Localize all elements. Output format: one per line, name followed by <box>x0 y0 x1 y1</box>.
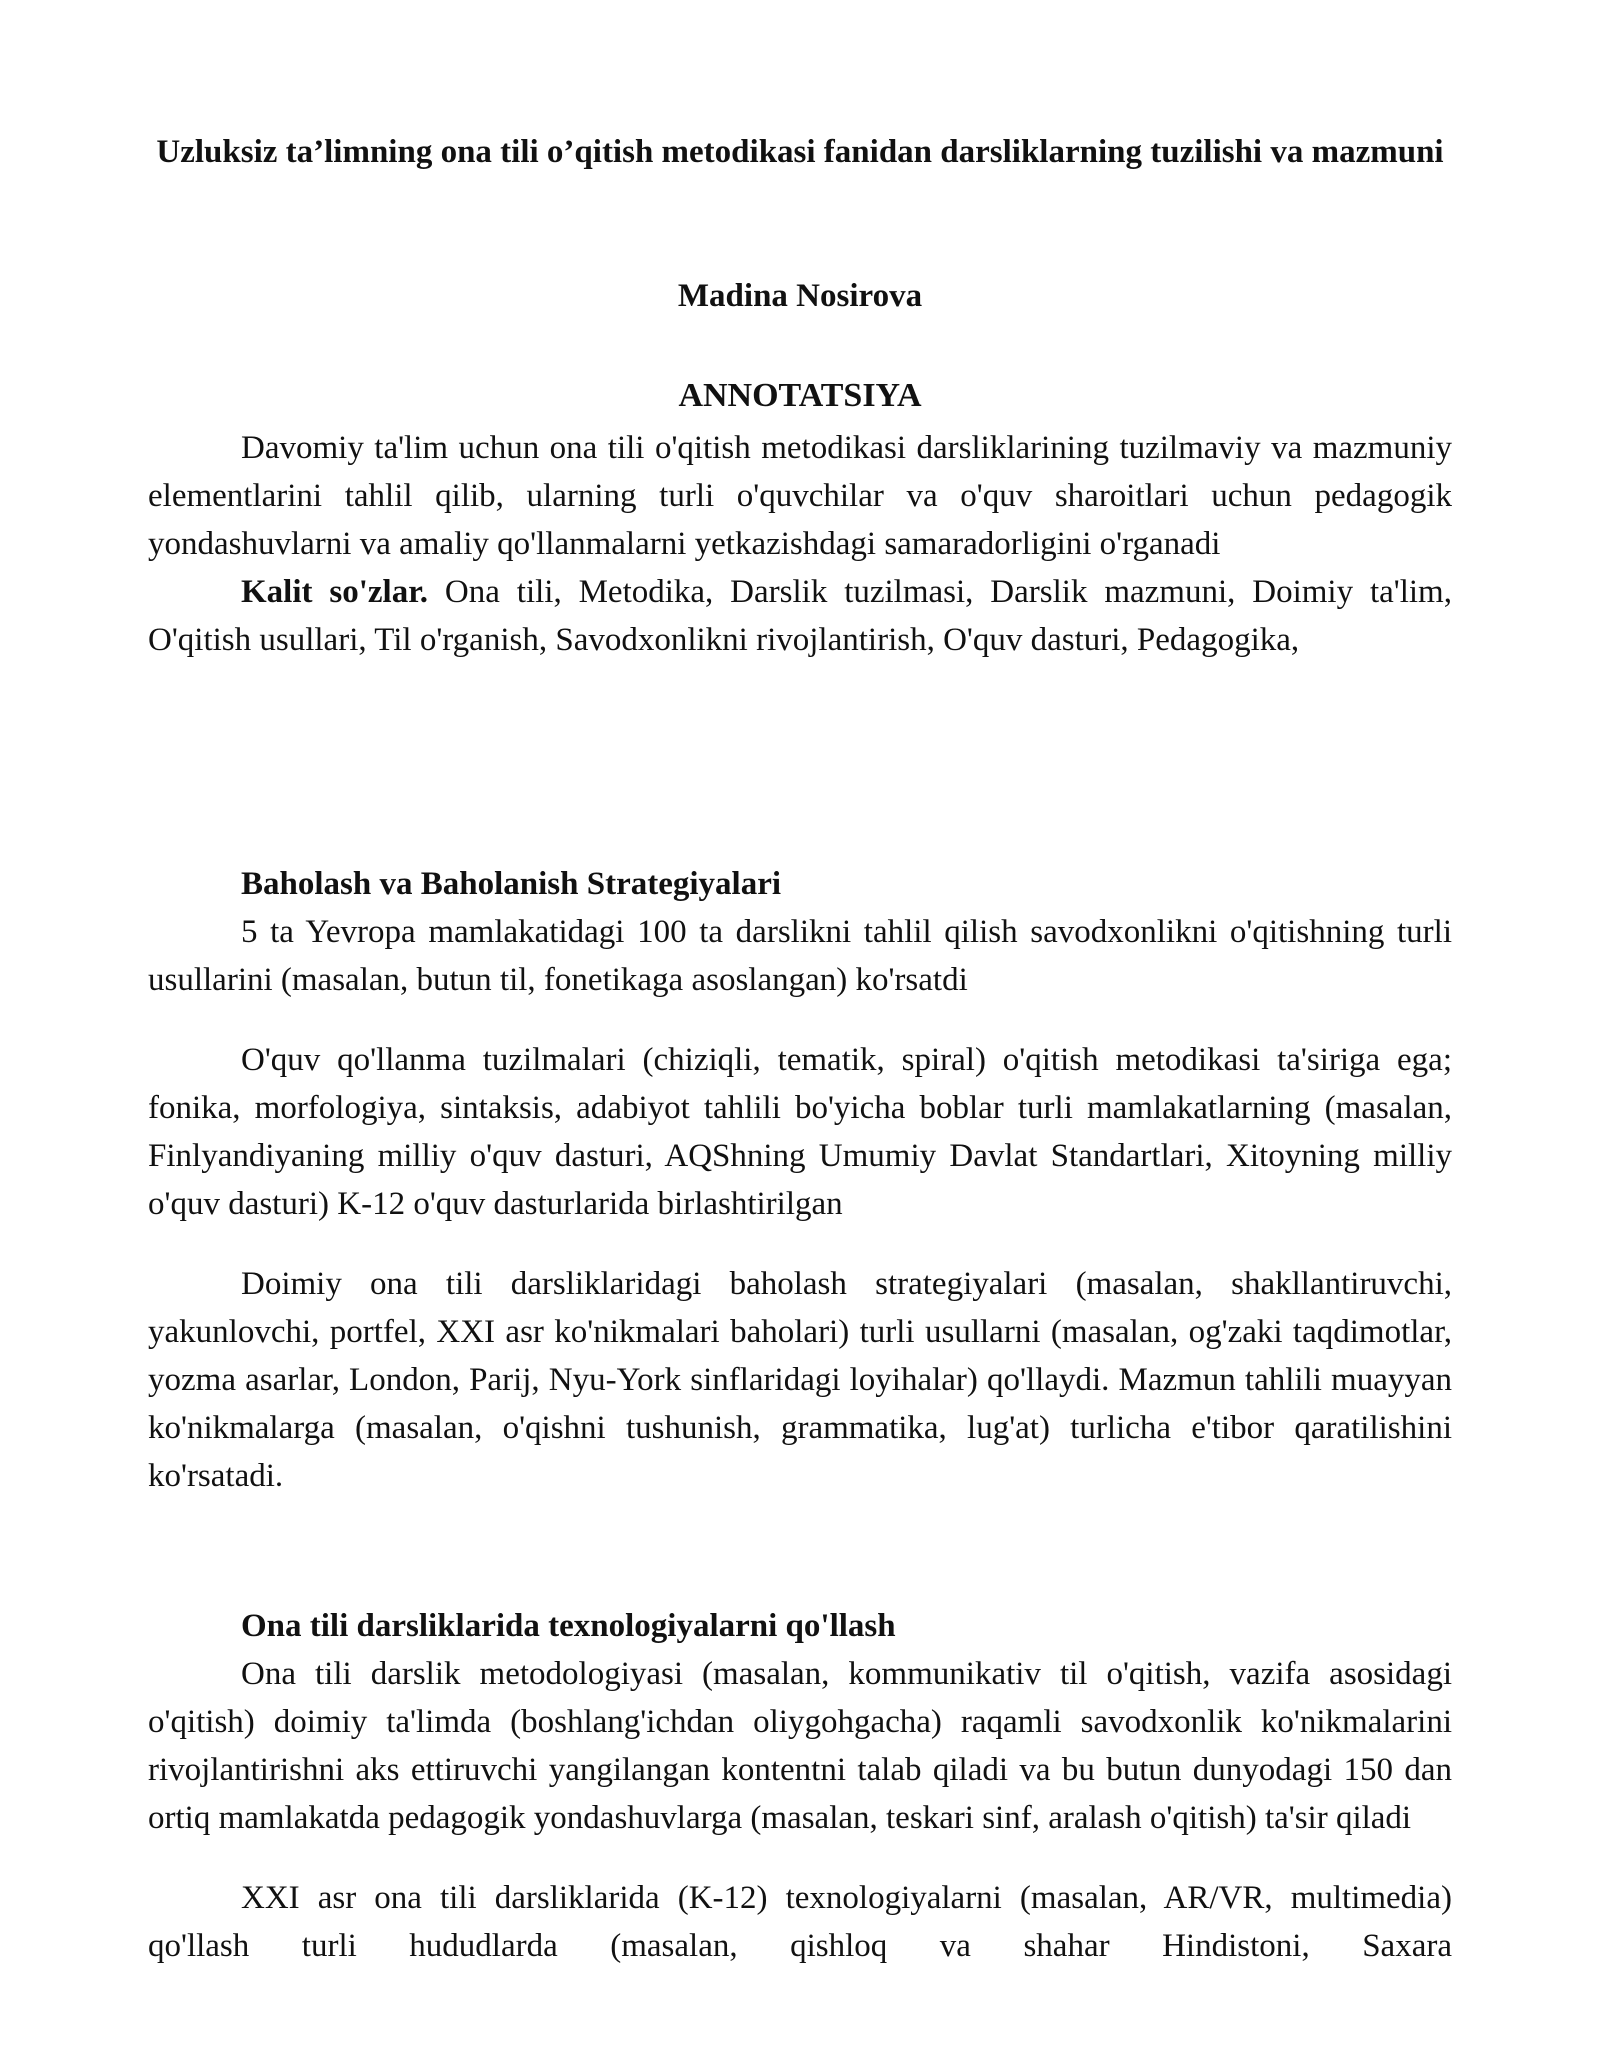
section-heading-technology: Ona tili darsliklarida texnologiyalarni qo'llash <box>241 1608 896 1644</box>
paragraph: Doimiy ona tili darsliklaridagi baholash strategiyalari (masalan, shakllantiruvchi, yakunlovchi, portfel, XXI asr ko'nikmalari baholari) turli usullarni (masalan, og'zaki taqdimotlar, yozma asarlar, London, Parij, Nyu-York sinflaridagi loyihalar) qo'llaydi. Mazmun tahlili muayyan ko'nikmalarga (masalan, o'qishni tushunish, grammatika, lug'at) turlicha e'tibor qaratilishini ko'rsatadi. <box>148 1266 1452 1494</box>
paragraph: XXI asr ona tili darsliklarida (K-12) texnologiyalarni (masalan, AR/VR, multimedia) qo'llash turli hududlarda (masalan, qishloq va shahar Hindistoni, Saxara <box>148 1880 1452 1964</box>
annotation-block <box>148 424 1452 664</box>
paragraph: Ona tili darslik metodologiyasi (masalan, kommunikativ til o'qitish, vazifa asosidagi o'qitish) doimiy ta'limda (boshlang'ichdan oliygohgacha) raqamli savodxonlik ko'nikmalarini rivojlantirishni aks ettiruvchi yangilangan kontentni talab qiladi va bu butun dunyodagi 150 dan ortiq mamlakatda pedagogik yondashuvlarga (masalan, teskari sinf, aralash o'qitish) ta'sir qiladi <box>148 1656 1452 1836</box>
keywords-label: Kalit so'zlar. <box>241 574 429 610</box>
section-technology <box>148 1650 1452 1970</box>
paragraph: O'quv qo'llanma tuzilmalari (chiziqli, tematik, spiral) o'qitish metodikasi ta'siriga ega; fonika, morfologiya, sintaksis, adabiyot tahlili bo'yicha boblar turli mamlakatlarning (masalan, Finlyandiyaning milliy o'quv dasturi, AQShning Umumiy Davlat Standartlari, Xitoyning milliy o'quv dasturi) K-12 o'quv dasturlarida birlashtirilgan <box>148 1042 1452 1222</box>
keywords-list: Ona tili, Metodika, Darslik tuzilmasi, Darslik mazmuni, Doimiy ta'lim, O'qitish usullari, Til o'rganish, Savodxonlikni rivojlantirish, O'quv dasturi, Pedagogika, <box>148 574 1452 658</box>
section-assessment <box>148 908 1452 1500</box>
document-title: Uzluksiz ta’limning ona tili o’qitish metodikasi fanidan darsliklarning tuzilishi va mazmuni <box>156 134 1444 170</box>
section-heading-assessment: Baholash va Baholanish Strategiyalari <box>241 866 782 902</box>
keywords-paragraph <box>148 568 1452 664</box>
annotation-heading: ANNOTATSIYA <box>678 377 922 414</box>
paragraph: 5 ta Yevropa mamlakatidagi 100 ta darslikni tahlil qilish savodxonlikni o'qitishning turli usullarini (masalan, butun til, fonetikaga asoslangan) ko'rsatdi <box>148 914 1452 998</box>
author-name: Madina Nosirova <box>677 278 923 314</box>
annotation-text: Davomiy ta'lim uchun ona tili o'qitish metodikasi darsliklarining tuzilmaviy va mazmuniy elementlarini tahlil qilib, ularning turli o'quvchilar va o'quv sharoitlari uchun pedagogik yondashuvlarni va amaliy qo'llanmalarni yetkazishdagi samaradorligini o'rganadi <box>148 430 1452 562</box>
